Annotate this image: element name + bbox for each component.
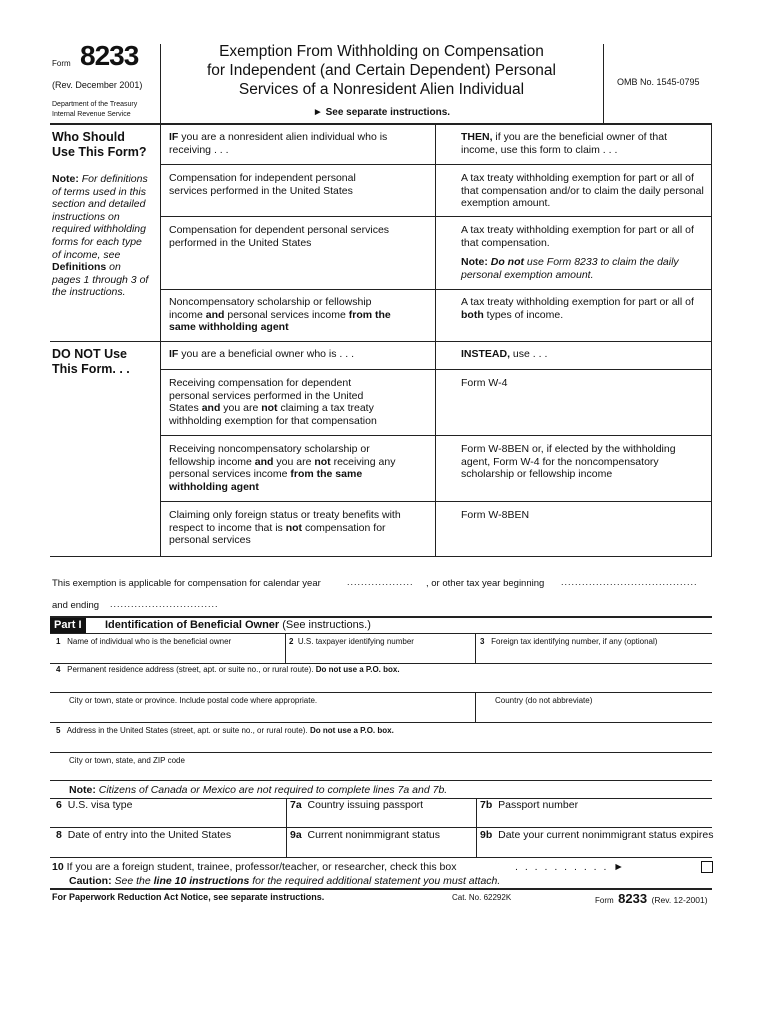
then-text: if you are the beneficial owner of that income, use this form to claim . . .	[461, 131, 668, 156]
field-divider	[285, 634, 286, 663]
department-line: Department of the Treasury	[52, 101, 138, 108]
dnu-row3-left	[169, 509, 404, 547]
text: Receiving compensation for dependent personal services performed in the United States	[169, 377, 364, 414]
caution-note	[69, 875, 500, 888]
text-bold: both	[461, 308, 484, 321]
field-1[interactable]	[56, 637, 231, 647]
text-bold: from the same withholding agent	[169, 468, 363, 493]
field-rule	[50, 663, 712, 664]
field-8[interactable]	[56, 829, 231, 842]
note-definitions: Definitions	[52, 261, 107, 274]
field-rule	[50, 780, 712, 781]
who-row1-right: A tax treaty withholding exemption for part or all of that compensation and/or to claim the daily personal exemption amount.	[461, 172, 704, 209]
form-title	[160, 42, 603, 99]
section-rule	[50, 341, 712, 342]
row2-note-label: Note:	[461, 256, 488, 268]
row-rule	[160, 216, 712, 217]
text: Claiming only foreign status or treaty benefits with respect to income that is	[169, 509, 401, 534]
row-rule	[160, 289, 712, 290]
revision-date: (Rev. December 2001)	[52, 80, 143, 90]
field-number: 6	[56, 799, 62, 811]
field-rule	[50, 722, 712, 723]
see-instructions-note: ► See separate instructions.	[312, 107, 451, 118]
field-label: U.S. taxpayer identifying number	[297, 637, 414, 646]
text: you are	[220, 402, 262, 414]
part-i-title	[105, 618, 371, 633]
field-5-city[interactable]: City or town, state, and ZIP code	[69, 756, 185, 765]
dnu-row2-right: Form W-8BEN or, if elected by the withholding agent, Form W-4 for the noncompensatory scholarship or fellowship income	[461, 443, 676, 480]
header-divider-right	[603, 44, 604, 124]
footer-form-id	[595, 890, 708, 908]
field-label: U.S. visa type	[67, 799, 133, 811]
if-label: IF	[169, 348, 179, 360]
field-rule	[50, 692, 712, 693]
title-line-3: Services of a Nonresident Alien Individual	[238, 81, 525, 98]
footer-revision: (Rev. 12-2001)	[651, 895, 708, 905]
field-rule	[50, 827, 712, 828]
part-i-title-suffix: (See instructions.)	[279, 619, 371, 631]
field-label: Passport number	[498, 799, 579, 811]
text: Noncompensatory scholarship or fellowship income	[169, 296, 372, 321]
if-text: you are a nonresident alien individual who is receiving . . .	[169, 131, 388, 156]
field-number: 7a	[290, 799, 302, 811]
instead-text: use . . .	[510, 348, 548, 360]
field-label: Name of individual who is the beneficial owner	[67, 637, 232, 646]
part-rule	[50, 633, 712, 634]
field-4[interactable]	[56, 665, 400, 675]
text-bold: not	[285, 521, 303, 534]
note-pages: on pages 1 through 3 of the instructions.	[52, 261, 149, 299]
text: you are	[273, 455, 315, 468]
title-line-1: Exemption From Withholding on Compensation	[219, 43, 544, 60]
field-number: 9b	[480, 829, 493, 841]
field-number: 4	[56, 665, 61, 674]
text: Receiving noncompensatory scholarship or fellowship income	[169, 443, 370, 468]
text: A tax treaty withholding exemption for part or all of	[461, 296, 694, 308]
table-left-border	[160, 124, 161, 556]
dnu-row2-left	[169, 443, 409, 493]
text: personal services income	[224, 308, 349, 321]
tax-year-beginning-field[interactable]: .......................................	[561, 577, 698, 587]
field-2[interactable]	[289, 637, 414, 647]
field-number: 5	[56, 726, 61, 735]
text: types of income.	[483, 308, 564, 321]
table-middle-divider	[435, 124, 436, 556]
part-i-title-bold: Identification of Beneficial Owner	[105, 619, 280, 631]
field-rule	[50, 752, 712, 753]
dnu-row1-left	[169, 377, 394, 427]
note-text: For definitions of terms used in this section and detailed instructions on required withholding forms for each type of income, see	[52, 173, 148, 261]
and-ending-label: and ending	[52, 600, 100, 611]
field-divider	[475, 693, 476, 722]
field-4-country[interactable]: Country (do not abbreviate)	[495, 696, 593, 705]
field-number: 2	[289, 637, 294, 646]
footer-form-number: 8233	[618, 891, 648, 906]
who-should-heading-line2: Use This Form?	[52, 144, 147, 159]
field-label: If you are a foreign student, trainee, professor/teacher, or researcher, check this box	[66, 861, 457, 873]
field-9a[interactable]	[290, 829, 440, 842]
row2-note-text: use Form 8233 to claim the daily personal exemption amount.	[461, 256, 679, 281]
field-label: Date of entry into the United States	[67, 829, 232, 841]
who-then-header	[461, 131, 706, 156]
if-label: IF	[169, 131, 179, 143]
who-row3-right	[461, 296, 706, 321]
field-10-checkbox[interactable]	[701, 861, 713, 873]
note-label: Note:	[69, 784, 96, 796]
footer-form-word: Form	[595, 896, 614, 905]
text-bold: not	[314, 455, 331, 468]
field-number: 1	[56, 637, 61, 646]
text: for the required additional statement you must attach.	[249, 875, 501, 887]
who-row1-left: Compensation for independent personal services performed in the United States	[169, 172, 356, 197]
field-number: 8	[56, 829, 62, 841]
form-word: Form	[52, 59, 71, 68]
note-label: Note:	[52, 173, 79, 185]
row-rule	[160, 435, 712, 436]
text-bold: and	[201, 402, 221, 414]
tax-year-beginning-label: , or other tax year beginning	[426, 578, 545, 589]
text-bold: not	[261, 402, 278, 414]
row-rule	[160, 164, 712, 165]
do-not-use-heading-line1: DO NOT Use	[52, 347, 128, 361]
field-divider	[286, 799, 287, 857]
agency-line: Internal Revenue Service	[52, 111, 131, 118]
paperwork-notice: For Paperwork Reduction Act Notice, see separate instructions.	[52, 892, 325, 902]
text-bold: from the same withholding agent	[169, 308, 391, 333]
field-number: 10	[52, 861, 64, 873]
field-10-label	[52, 861, 457, 874]
field-label: Current nonimmigrant status	[307, 829, 441, 841]
field-divider	[475, 634, 476, 663]
field-label: Foreign tax identifying number, if any (optional)	[491, 637, 658, 646]
do-not-use-heading-line2: This Form. . .	[52, 361, 130, 376]
catalog-number: Cat. No. 62292K	[452, 893, 512, 902]
text-bold: and	[254, 455, 274, 468]
title-line-2: for Independent (and Certain Dependent) Personal	[207, 62, 556, 79]
who-row2-note	[461, 256, 706, 281]
dnu-row1-right: Form W-4	[461, 377, 508, 389]
field-warning: Do not use a P.O. box.	[309, 726, 394, 735]
field-4-city[interactable]: City or town, state or province. Include postal code where appropriate.	[69, 696, 318, 705]
do-not-use-heading	[52, 347, 130, 376]
table-right-border	[711, 124, 712, 556]
dnu-instead-header	[461, 348, 706, 361]
calendar-year-field[interactable]: ...................	[347, 577, 414, 587]
field-number: 7b	[480, 799, 493, 811]
field-label: Date your current nonimmigrant status expires	[498, 829, 714, 841]
field-7a[interactable]	[290, 799, 423, 812]
canada-mexico-note	[69, 784, 447, 797]
field-number: 9a	[290, 829, 302, 841]
and-ending-field[interactable]: ...............................	[110, 599, 219, 609]
field-5[interactable]	[56, 726, 394, 736]
field-divider	[476, 799, 477, 857]
who-if-header	[169, 131, 424, 156]
who-should-note	[52, 173, 150, 299]
field-7b[interactable]	[480, 799, 578, 812]
text: claiming a tax treaty withholding exemption for that compensation	[169, 402, 377, 427]
row-rule	[160, 501, 712, 502]
table-bottom-rule	[50, 556, 712, 557]
text: See the	[114, 875, 154, 887]
who-row2-left: Compensation for dependent personal services performed in the United States	[169, 224, 390, 249]
text-bold: and	[205, 308, 225, 321]
note-text: Citizens of Canada or Mexico are not required to complete lines 7a and 7b.	[98, 784, 448, 796]
field-warning: Do not use a P.O. box.	[315, 665, 400, 674]
row2-note-bold: Do not	[490, 256, 525, 268]
caution-label: Caution:	[69, 875, 112, 887]
who-row2-right: A tax treaty withholding exemption for part or all of that compensation.	[461, 224, 694, 249]
dnu-row3-right: Form W-8BEN	[461, 509, 530, 521]
then-label: THEN,	[461, 131, 493, 143]
text: receiving any personal services income	[169, 455, 396, 480]
dnu-if-header	[169, 348, 424, 361]
who-should-heading	[52, 130, 146, 159]
who-should-heading-line1: Who Should	[52, 130, 125, 144]
header-bottom-rule	[50, 123, 712, 125]
row-rule	[160, 369, 712, 370]
field-label: Permanent residence address (street, apt. or suite no., or rural route).	[67, 665, 314, 674]
field-label: Country issuing passport	[307, 799, 424, 811]
field-label: Address in the United States (street, apt. or suite no., or rural route).	[66, 726, 308, 735]
text-bold: line 10 instructions	[153, 875, 250, 887]
field-10-leader: . . . . . . . . . . ►	[515, 861, 626, 873]
calendar-year-label: This exemption is applicable for compensation for calendar year	[52, 578, 321, 589]
part-i-label: Part I	[50, 618, 86, 633]
field-rule	[50, 857, 712, 858]
field-9b[interactable]	[480, 829, 713, 842]
text: compensation for personal services	[169, 521, 386, 546]
form-number: 8233	[80, 40, 139, 71]
field-3[interactable]	[480, 637, 657, 647]
instead-label: INSTEAD,	[461, 348, 511, 360]
if-text: you are a beneficial owner who is . . .	[178, 348, 355, 360]
field-number: 3	[480, 637, 485, 646]
who-row3-left	[169, 296, 399, 334]
field-6[interactable]	[56, 799, 132, 812]
omb-number: OMB No. 1545-0795	[617, 77, 700, 87]
